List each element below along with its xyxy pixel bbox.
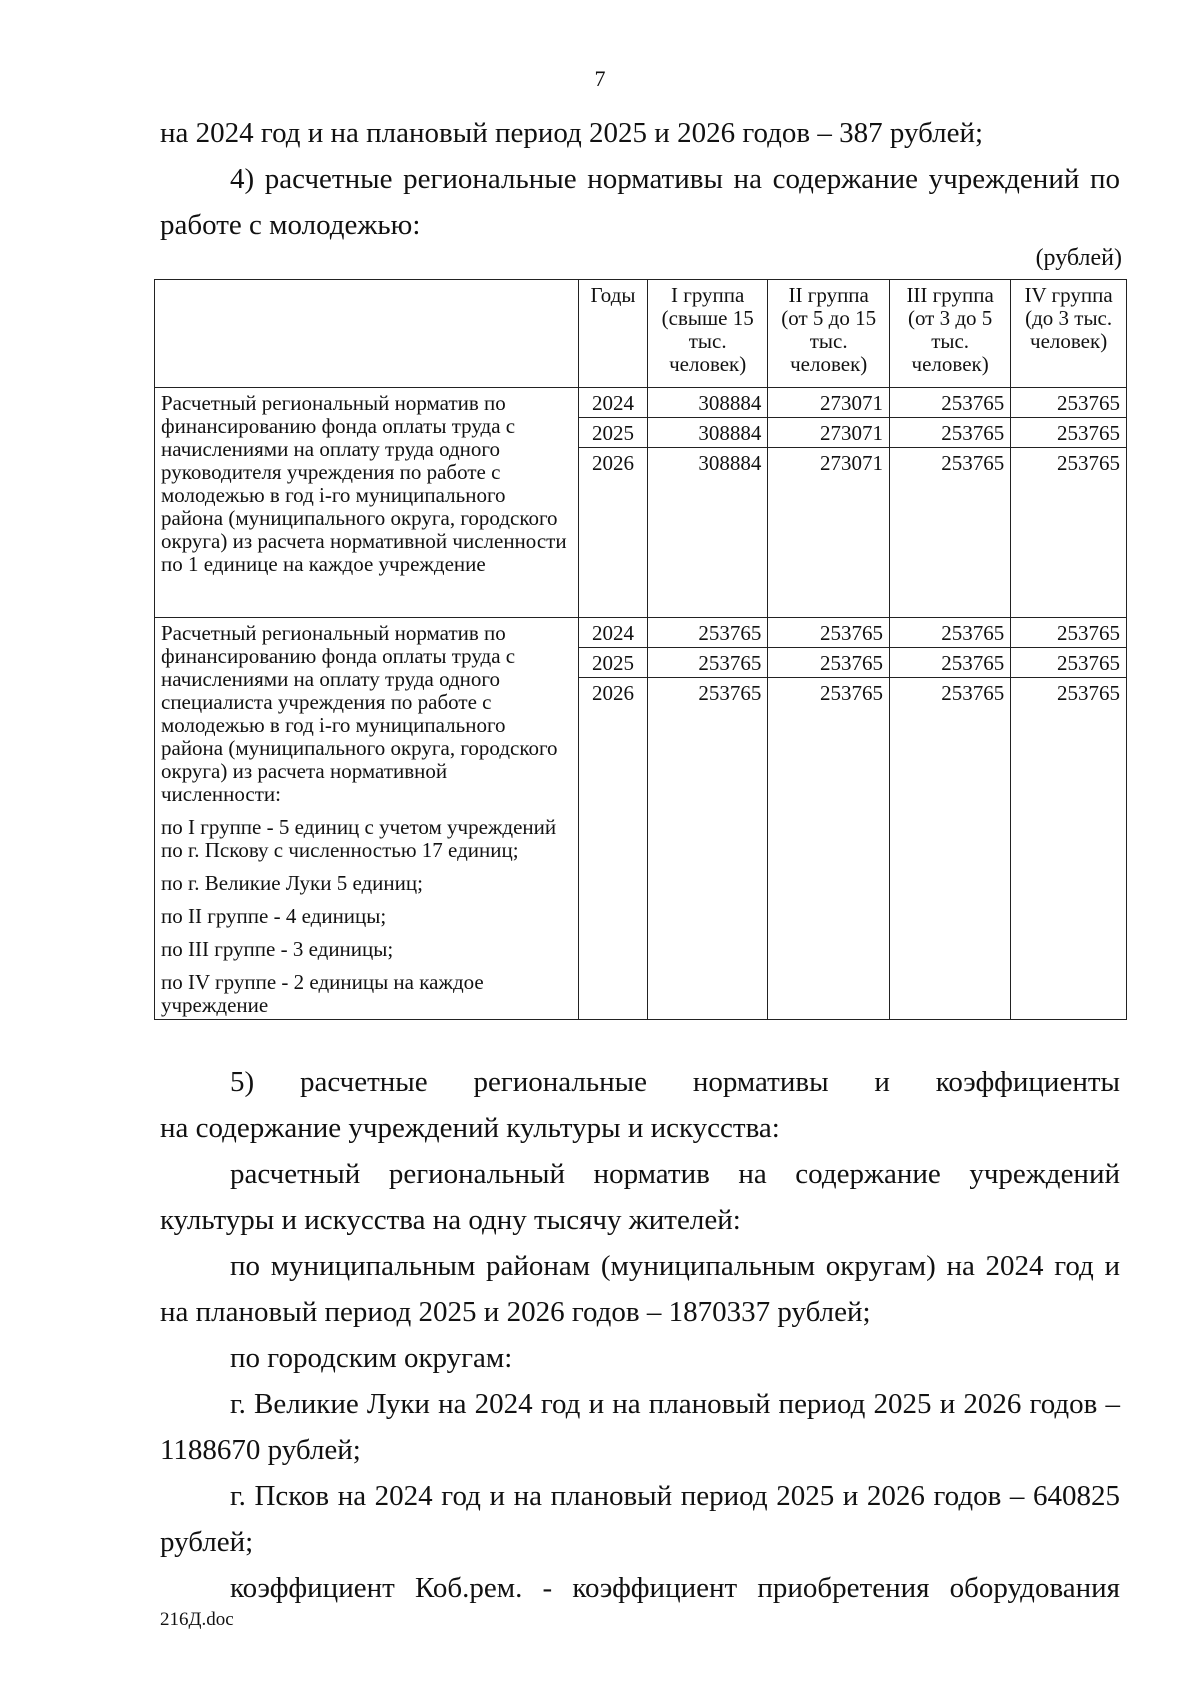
value-cell: 273071 <box>768 448 890 618</box>
value-cell: 253765 <box>890 678 1011 1020</box>
table-row <box>155 388 1127 418</box>
value-cell: 308884 <box>648 388 768 418</box>
item-5-line-2: на содержание учреждений культуры и искусства: <box>160 1112 780 1144</box>
item-5-section <box>160 1059 1120 1611</box>
block2-item: по III группе - 3 единицы; <box>161 937 394 961</box>
value-cell: 253765 <box>1011 388 1127 418</box>
block2-item: по IV группе - 2 единицы на каждое учреждение <box>161 970 484 1017</box>
header-group-1: I группа (свыше 15 тыс. человек) <box>648 280 768 388</box>
header-group-4: IV группа (до 3 тыс. человек) <box>1011 280 1127 388</box>
value-cell: 308884 <box>648 418 768 448</box>
value-cell: 253765 <box>890 448 1011 618</box>
year-cell: 2024 <box>579 388 648 418</box>
units-label: (рублей) <box>1035 245 1122 271</box>
value-cell: 253765 <box>648 648 768 678</box>
year-cell: 2024 <box>579 618 648 648</box>
year-cell: 2026 <box>579 678 648 1020</box>
block1-description: Расчетный региональный норматив по финансированию фонда оплаты труда с начислениями на оплату труда одного руководителя учреждения по работе с молодежью в год i-го муниципального района (муниципального округа, городского округа) из расчета нормативной численности по 1 единице на каждое учреждение <box>155 388 579 618</box>
year-cell: 2025 <box>579 648 648 678</box>
value-cell: 308884 <box>648 448 768 618</box>
value-cell: 253765 <box>1011 678 1127 1020</box>
header-group-2: II группа (от 5 до 15 тыс. человек) <box>768 280 890 388</box>
intro-line: на 2024 год и на плановый период 2025 и 2026 годов – 387 рублей; <box>160 117 984 149</box>
value-cell: 253765 <box>890 418 1011 448</box>
value-cell: 253765 <box>768 648 890 678</box>
page-number: 7 <box>594 66 606 91</box>
table-row <box>155 618 1127 648</box>
value-cell: 253765 <box>1011 418 1127 448</box>
municipal-paragraph: по муниципальным районам (муниципальным округам) на 2024 год и на плановый период 2025 и 2026 годов – 1870337 рублей; <box>160 1250 1120 1328</box>
value-cell: 253765 <box>1011 448 1127 618</box>
pskov-paragraph: г. Псков на 2024 год и на плановый период 2025 и 2026 годов – 640825 рублей; <box>160 1480 1120 1558</box>
footer-filename: 216Д.doc <box>160 1609 234 1630</box>
value-cell: 253765 <box>768 618 890 648</box>
item-4-paragraph: 4) расчетные региональные нормативы на содержание учреждений по работе с молодежью: <box>160 163 1120 241</box>
block2-item: по II группе - 4 единицы; <box>161 904 387 928</box>
value-cell: 253765 <box>648 618 768 648</box>
block2-description <box>155 618 579 1020</box>
table-header-row <box>155 280 1127 388</box>
block2-item: по I группе - 5 единиц с учетом учреждений по г. Пскову с численностью 17 единиц; <box>161 815 557 862</box>
velikie-luki-paragraph: г. Великие Луки на 2024 год и на плановый период 2025 и 2026 годов – 1188670 рублей; <box>160 1388 1120 1466</box>
item-5-line-1: 5) расчетные региональные нормативы и коэффициенты <box>230 1066 1120 1098</box>
value-cell: 253765 <box>890 388 1011 418</box>
block2-main-text: Расчетный региональный норматив по финансированию фонда оплаты труда с начислениями на оплату труда одного специалиста учреждения по работе с молодежью в год i-го муниципального района (муниципального округа, городского округа) из расчета нормативной численности: <box>161 621 558 806</box>
value-cell: 253765 <box>648 678 768 1020</box>
coefficient-paragraph: коэффициент Коб.рем. - коэффициент приобретения оборудования <box>230 1572 1120 1604</box>
value-cell: 273071 <box>768 388 890 418</box>
year-cell: 2025 <box>579 418 648 448</box>
value-cell: 253765 <box>768 678 890 1020</box>
value-cell: 253765 <box>1011 618 1127 648</box>
culture-norm-paragraph: расчетный региональный норматив на содержание учреждений культуры и искусства на одну тысячу жителей: <box>160 1158 1120 1236</box>
header-years: Годы <box>579 280 648 388</box>
value-cell: 253765 <box>890 618 1011 648</box>
value-cell: 253765 <box>1011 648 1127 678</box>
value-cell: 273071 <box>768 418 890 448</box>
city-districts-heading: по городским округам: <box>230 1342 513 1374</box>
value-cell: 253765 <box>890 648 1011 678</box>
year-cell: 2026 <box>579 448 648 618</box>
header-group-3: III группа (от 3 до 5 тыс. человек) <box>890 280 1011 388</box>
block2-item: по г. Великие Луки 5 единиц; <box>161 871 423 895</box>
youth-norms-table <box>154 279 1127 1020</box>
header-empty-cell <box>155 280 579 388</box>
